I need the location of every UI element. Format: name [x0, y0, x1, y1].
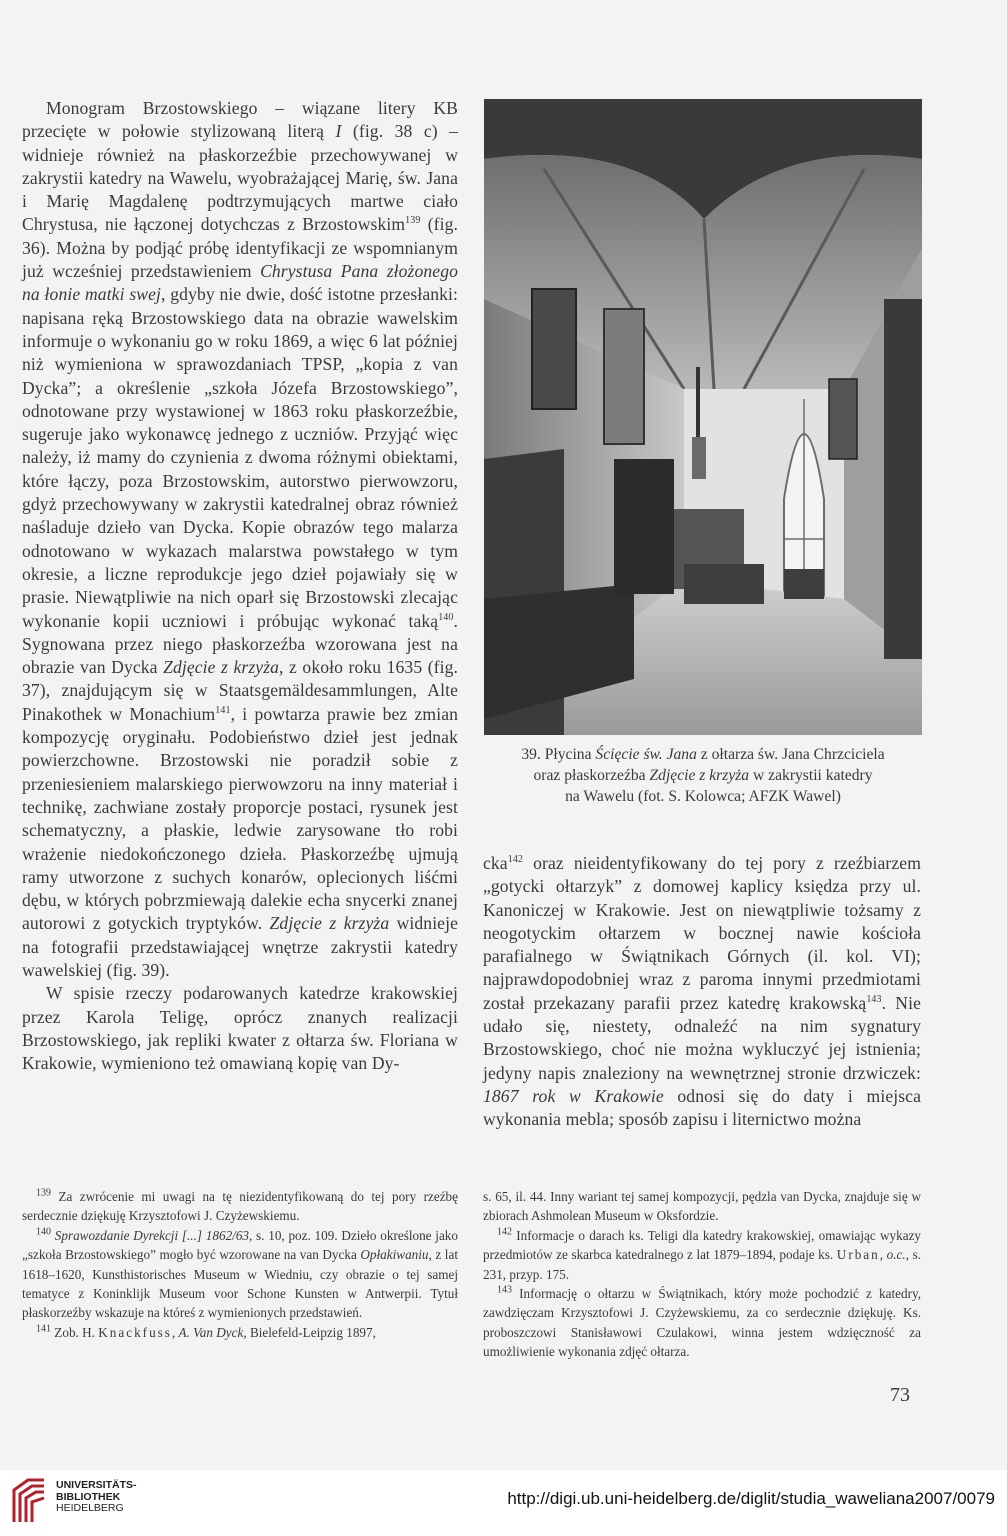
footnote-ref-140[interactable]: 140	[438, 611, 454, 623]
artwork-title: Zdjęcie z krzyża	[163, 657, 280, 678]
footnote-ref-142[interactable]: 142	[507, 854, 524, 866]
footnote-141: $^{141}$ Zob. H. Knackfuss, A. Van Dyck, Bielefeld-Leipzig 1897,	[36, 1323, 376, 1340]
footnotes-left	[22, 1187, 458, 1342]
footnote-143: $^{143}$ Informację o ołtarzu w Świątnikach, który może pochodzić z katedry, zawdzięczam Krzysztofowi J. Czyżewskiemu, za co serdecznie dziękuję. Ks. proboszczowi Stanisławowi Czulakowi, winna jestem wdzięczność za umożliwienie wykonania zdjęć ołtarza.	[483, 1284, 921, 1360]
footnote-140: $^{140}$ Sprawozdanie Dyrekcji [...] 1862/63, s. 10, poz. 109. Dzieło określone jako „szkoła Brzostowskiego” mogło być wzorowane na van Dycka Opłakiwaniu, z lat 1618–1620, Kunsthistorisches Museum w Wiedniu, czy obrazie o tej samej tematyce z Koninklijk Museum voor Schone Kunsten w Antwerpii. Tytuł płaskorzeźby wskazuje na któreś z wymienionych przedstawień.	[22, 1226, 458, 1321]
right-column-text	[483, 852, 921, 1132]
library-name: UNIVERSITÄTS- BIBLIOTHEK HEIDELBERG	[56, 1479, 137, 1514]
footnote-ref-143[interactable]: 143	[866, 993, 882, 1005]
footnote-142: $^{142}$ Informacje o darach ks. Teligi dla katedry krakowskiej, omawiając wykazy przedmiotów ze skarbca katedralnego z lat 1879–1894, podaje ks. Urban, o.c., s. 231, przyp. 175.	[483, 1226, 922, 1282]
footnote-ref-139[interactable]: 139	[405, 215, 421, 227]
caption-line: 39. Płycina Ścięcie św. Jana z ołtarza św. Jana Chrzciciela	[521, 746, 885, 763]
source-url-link[interactable]: http://digi.ub.uni-heidelberg.de/diglit/studia_waweliana2007/0079	[507, 1489, 995, 1508]
paragraph-2: W spisie rzeczy podarowanych katedrze krakowskiej przez Karola Teligę, oprócz znanych realizacji Brzostowskiego, jak repliki kwater z ołtarza św. Floriana w Krakowie, wymieniono też omawianą kopię van Dy-	[22, 983, 458, 1074]
left-column-text	[22, 97, 458, 1075]
footnote-139: $^{139}$ Za zwrócenie mi uwagi na tę niezidentyfikowaną do tej pory rzeźbę serdecznie dziękuję Krzysztofowi J. Czyżewskiemu.	[22, 1187, 459, 1224]
paragraph-3: cka$^{142}$ oraz nieidentyfikowany do tej pory z rzeźbiarzem „gotycki ołtarzyk” z domowej kaplicy księdza przy ul. Kanoniczej w Krakowie. Jest on niewątpliwie tożsamy z neogotyckim ołtarzem w bocznej nawie kościoła parafialnego w Świątnikach Górnych (il. kol. VI); najprawdopodobniej wraz z paroma innymi przedmiotami został przekazany parafii przez katedrę krakowską$^{143}$. Nie udało się, niestety, odnaleźć na nim sygnatury Brzostowskiego, choć nie można wykluczyć jej istnienia; jedyny napis znaleziony na wewnętrznej stronie drzwiczek: 1867 rok w Krakowie odnosi się do daty i miejsca wykonania mebla; sposób zapisu i liternictwo można	[483, 853, 922, 1130]
sacristy-photograph	[484, 99, 922, 735]
caption-line: na Wawelu (fot. S. Kolowca; AFZK Wawel)	[565, 788, 841, 805]
artwork-title: Zdjęcie z krzyża	[269, 913, 390, 934]
caption-line: oraz płaskorzeźba Zdjęcie z krzyża w zakrystii katedry	[533, 767, 873, 784]
page-number: 73	[890, 1384, 910, 1406]
footnotes-right	[483, 1187, 921, 1362]
paragraph-1: Monogram Brzostowskiego – wiązane litery KB przecięte w połowie stylizowaną literą I (fig. 38 c) – widnieje również na płaskorzeźbie przechowywanej w zakrystii katedry na Wawelu, wyobrażającej Marię, św. Jana i Marię Magdalenę podtrzymujących martwe ciało Chrystusa, nie łączonej dotychczas z Brzostowskim$^{139}$ (fig. 36). Można by podjąć próbę identyfikacji ze wspomnianym już wcześniej przedstawieniem Chrystusa Pana złożonego na łonie matki swej, gdyby nie dwie, dość istotne przesłanki: napisana ręką Brzostowskiego data na obrazie wawelskim informuje o wykonaniu go w roku 1869, a więc 6 lat później niż wymieniona w sprawozdaniach TPSP, „kopia z van Dycka”; a określenie „szkoła Józefa Brzostowskiego”, odnotowane przy wystawionej w 1863 roku płaskorzeźbie, sugeruje jako wykonawcę jednego z uczniów. Przyjąć więc należy, iż mamy do czynienia z dwoma różnymi obiektami, które łączy, poza Brzostowskim, autorstwo pierwowzoru, gdyż przechowywany w zakrystii katedralnej obraz również naśladuje dzieło van Dycka. Kopie obrazów tego malarza odnotowano w wykazach malarstwa powstałego w tym okresie, a liczne reprodukcje jego dzieł pojawiały się w prasie. Niewątpliwie na nich oparł się Brzostowski zlecając wykonanie kopii uczniowi i próbując wykonać taką$^{140}$. Sygnowana przez niego płaskorzeźba wzorowana jest na obrazie van Dycka Zdjęcie z krzyża, z około roku 1635 (fig. 37), znajdującym się w Staatsgemäldesammlungen, Alte Pinakothek w Monachium$^{141}$, i powtarza prawie bez zmian kompozycję oryginału. Podobieństwo dzieł jest jednak powierzchowne. Brzostowski nie poradził sobie z przeniesieniem malarskiego pierwowzoru na inny materiał i technikę, zachwiane zostały proporcje postaci, rysunek jest schematyczny, a płaskie, ledwie zarysowane tło robi wrażenie niedokończonego dzieła. Płaskorzeźbę ujmują ramy utworzone z suchych konarów, oplecionych liśćmi dębu, w których pobrzmiewają dalekie echa snycerki znanej autorowi z gotyckich tryptyków. Zdjęcie z krzyża widnieje na fotografii przedstawiającej wnętrze zakrystii katedry wawelskiej (fig. 39).	[22, 98, 459, 980]
footnote-141-continued: s. 65, il. 44. Inny wariant tej samej kompozycji, pędzla van Dycka, znajduje się w zbiorach Ashmolean Museum w Oksfordzie.	[483, 1189, 921, 1224]
figure-caption	[484, 744, 922, 807]
footnote-ref-141[interactable]: 141	[215, 704, 231, 716]
university-library-logo-icon	[10, 1476, 48, 1524]
sacristy-interior-image	[484, 99, 922, 735]
artwork-title: Chrystusa Pana złożonego na łonie matki swej	[22, 261, 459, 305]
